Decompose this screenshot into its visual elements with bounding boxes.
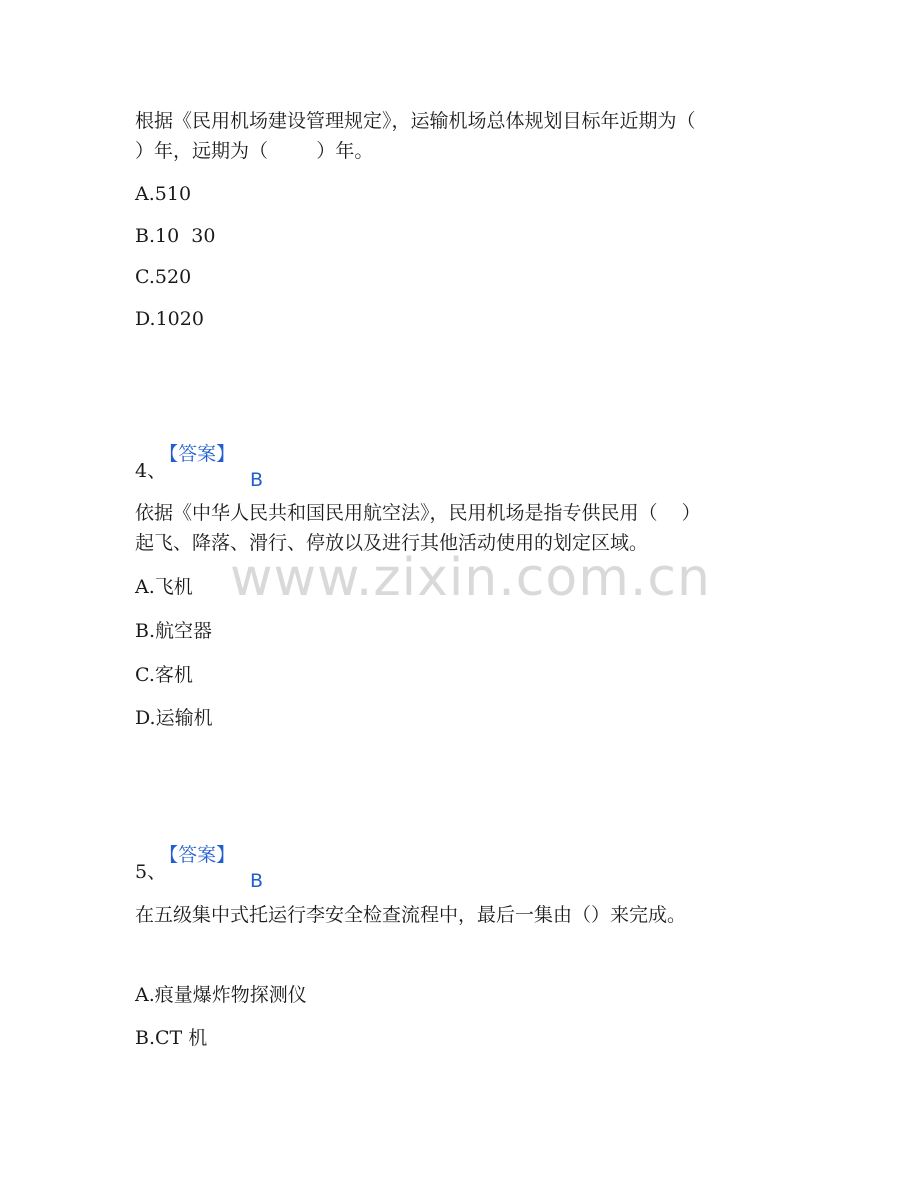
q4-option-a: A.飞机 (135, 576, 193, 598)
q3-answer-label: 【答案】 (159, 443, 236, 465)
q4-stem-line2: 起飞、降落、滑行、停放以及进行其他活动使用的划定区域。 (135, 532, 649, 554)
q5-option-b: B.CT 机 (135, 1027, 208, 1049)
q5-number: 5、 (135, 861, 167, 883)
q3-option-a: A.510 (135, 183, 192, 205)
q3-stem-line2: ）年，远期为（ ）年。 (135, 140, 374, 162)
q3-option-d: D.1020 (135, 308, 204, 330)
q3-answer-value: B (250, 469, 264, 491)
q5-option-a: A.痕量爆炸物探测仪 (135, 984, 307, 1006)
q4-option-c: C.客机 (135, 664, 193, 686)
q4-answer-value: B (250, 870, 264, 892)
q4-option-b: B.航空器 (135, 620, 213, 642)
q4-answer-label: 【答案】 (159, 844, 236, 866)
q4-stem-line1: 依据《中华人民共和国民用航空法》，民用机场是指专供民用（ ） (135, 502, 701, 524)
q3-option-b: B.10 30 (135, 225, 216, 247)
q3-option-c: C.520 (135, 266, 192, 288)
q5-stem-line1: 在五级集中式托运行李安全检查流程中，最后一集由（）来完成。 (135, 904, 687, 926)
q4-number: 4、 (135, 460, 167, 482)
watermark: www.zixin.com.cn (230, 548, 711, 608)
q3-stem-line1: 根据《民用机场建设管理规定》，运输机场总体规划目标年近期为（ (135, 110, 696, 132)
q4-option-d: D.运输机 (135, 707, 213, 729)
